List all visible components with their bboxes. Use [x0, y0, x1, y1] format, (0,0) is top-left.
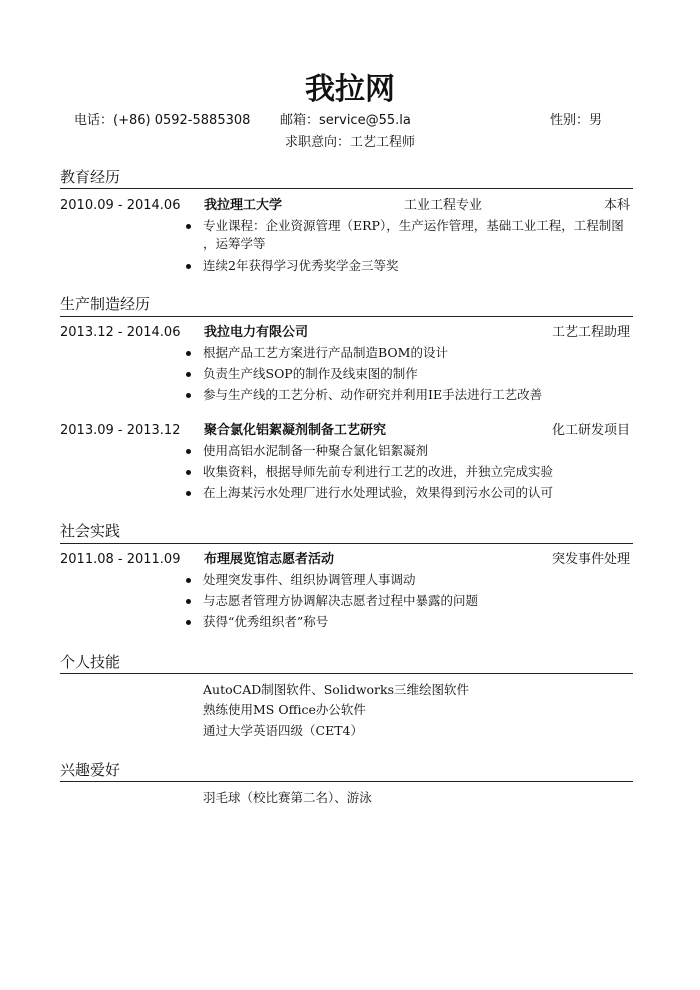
bullet-dot: [186, 620, 191, 625]
list-item: [186, 364, 626, 384]
list-item-text: 处理突发事件、组织协调管理人事调动: [203, 572, 416, 587]
list-item: [186, 385, 626, 405]
job-intent: 求职意向：工艺工程师: [284, 135, 415, 150]
gender-value: 男: [589, 113, 603, 128]
section-divider: [60, 188, 633, 189]
bullet-dot: [186, 351, 191, 356]
entry-role: 突发事件处理: [551, 552, 630, 567]
bullet-dot: [186, 393, 191, 398]
section-divider: [60, 781, 633, 782]
section-heading-education: 教育经历: [60, 168, 121, 186]
email-label: 邮箱：: [280, 113, 320, 128]
list-item: [186, 343, 626, 363]
bullet-dot: [186, 491, 191, 496]
bullet-dot: [186, 372, 191, 377]
list-item-text: 收集资料，根据导师先前专利进行工艺的改进，并独立完成实验: [203, 464, 554, 479]
entry-date: 2013.12 - 2014.06: [60, 325, 181, 340]
list-item-text: 专业课程：企业资源管理（ERP），生产运作管理，基础工业工程，工程制图: [203, 218, 624, 233]
section-divider: [60, 316, 633, 317]
bullet-dot: [186, 470, 191, 475]
list-item: [186, 483, 626, 503]
entry-degree: 本科: [603, 198, 630, 213]
list-item-text: 获得“优秀组织者”称号: [203, 614, 329, 629]
entry-role: 工艺工程助理: [551, 325, 630, 340]
skill-item: AutoCAD制图软件、Solidworks三维绘图软件: [203, 682, 470, 697]
list-item: [186, 591, 626, 611]
gender-label: 性别：: [550, 113, 590, 128]
bullet-dot: [186, 449, 191, 454]
list-item-text: 在上海某污水处理厂进行水处理试验，效果得到污水公司的认可: [203, 485, 554, 500]
hobby-item: 羽毛球（校比赛第二名）、游泳: [203, 790, 372, 805]
entry-activity: 布理展览馆志愿者活动: [204, 552, 335, 567]
entry-project: 聚合氯化铝絮凝剂制备工艺研究: [204, 423, 387, 438]
list-item-text: 参与生产线的工艺分析、动作研究并利用IE手法进行工艺改善: [203, 387, 543, 402]
phone-line: [74, 112, 250, 130]
list-item: [186, 462, 626, 482]
skill-item: 通过大学英语四级（CET4）: [203, 723, 363, 738]
phone-value: (+86) 0592-5885308: [113, 113, 251, 128]
skill-item: 熟练使用MS Office办公软件: [203, 702, 366, 717]
list-item-continuation: [186, 234, 626, 254]
bullet-dot: [186, 264, 191, 269]
list-item-text: ，运筹学等: [203, 236, 266, 251]
bullet-dot: [186, 578, 191, 583]
section-divider: [60, 673, 633, 674]
list-item: [186, 441, 626, 461]
gender-line: [550, 112, 602, 130]
bullet-dot: [186, 224, 191, 229]
list-item-text: 与志愿者管理方协调解决志愿者过程中暴露的问题: [203, 593, 479, 608]
section-heading-work: 生产制造经历: [60, 295, 151, 313]
entry-major: 工业工程专业: [404, 198, 483, 213]
email-line: [280, 112, 411, 130]
entry-date: 2011.08 - 2011.09: [60, 552, 181, 567]
resume-name: 我拉网: [305, 72, 395, 107]
list-item: [186, 256, 626, 276]
section-divider: [60, 543, 633, 544]
entry-school: 我拉理工大学: [204, 198, 283, 213]
section-heading-social: 社会实践: [60, 522, 121, 540]
entry-date: 2013.09 - 2013.12: [60, 423, 181, 438]
bullet-dot: [186, 599, 191, 604]
list-item-text: 负责生产线SOP的制作及线束图的制作: [203, 366, 418, 381]
phone-label: 电话：: [74, 113, 114, 128]
list-item-text: 使用高铝水泥制备一种聚合氯化铝絮凝剂: [203, 443, 429, 458]
entry-role: 化工研发项目: [551, 423, 630, 438]
list-item: [186, 612, 626, 632]
section-heading-skills: 个人技能: [60, 653, 121, 671]
section-heading-hobbies: 兴趣爱好: [60, 761, 121, 779]
list-item: [186, 570, 626, 590]
email-value[interactable]: service@55.la: [319, 113, 411, 128]
list-item-text: 根据产品工艺方案进行产品制造BOM的设计: [203, 345, 448, 360]
entry-date: 2010.09 - 2014.06: [60, 198, 181, 213]
list-item: [186, 216, 626, 236]
list-item-text: 连续2年获得学习优秀奖学金三等奖: [203, 258, 399, 273]
entry-org: 我拉电力有限公司: [204, 325, 309, 340]
